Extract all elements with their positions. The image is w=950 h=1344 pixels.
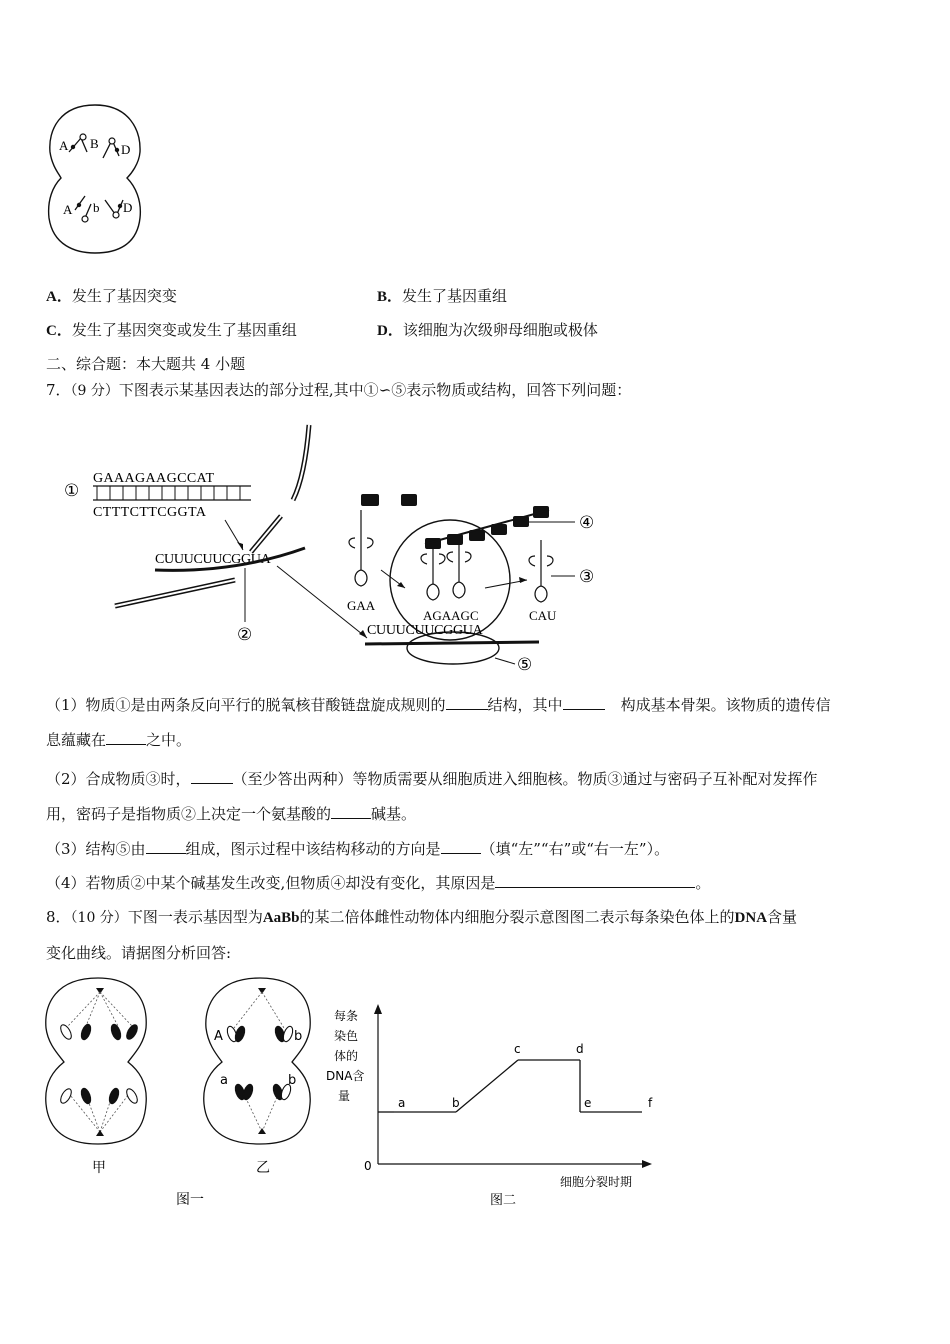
trna-anticodon-3: CAU	[529, 608, 557, 623]
label-B-top: B	[90, 136, 99, 151]
y-label-line-3: 体的	[334, 1049, 359, 1063]
q7-sub1-part-a: （1）物质①是由两条反向平行的脱氧核苷酸链盘旋成规则的	[46, 696, 446, 714]
point-label-b: b	[452, 1096, 460, 1110]
q7-sub3	[46, 832, 906, 867]
y-label-line-1: 每条	[334, 1009, 359, 1023]
blank-1-3[interactable]	[106, 730, 146, 745]
q8-number: 8．	[46, 908, 71, 926]
q7-sub1-part-d: 息蕴藏在	[46, 731, 107, 749]
q8-genotype: AaBb	[262, 910, 300, 926]
blank-4-1[interactable]	[495, 873, 695, 888]
q7-sub2-part-b: （至少答出两种）等物质需要从细胞质进入细胞核。物质③通过与密码子互补配对发挥作	[232, 770, 818, 788]
q7-sub2-part-d: 碱基。	[371, 805, 417, 823]
q8-stem-d: 变化曲线。请据图分析回答:	[46, 944, 232, 962]
cell-yi-label: 乙	[256, 1160, 270, 1176]
option-c-letter: C．	[46, 323, 72, 339]
q7-stem	[46, 380, 631, 401]
mark-2: ②	[237, 625, 253, 644]
y-axis-arrow	[374, 1004, 382, 1014]
q7-sub2-part-c: 用，密码子是指物质②上决定一个氨基酸的	[46, 805, 332, 823]
option-b-text: 发生了基因重组	[402, 287, 508, 305]
point-label-c: c	[514, 1042, 521, 1056]
cell-jia-label: 甲	[92, 1160, 106, 1176]
blank-2-2[interactable]	[331, 804, 371, 819]
q7-stem-text: 下图表示某基因表达的部分过程,其中①∽⑤表示物质或结构，回答下列问题：	[118, 381, 632, 399]
yi-label-b-bottom: b	[288, 1073, 297, 1088]
option-a[interactable]	[46, 286, 177, 307]
cell-outline	[49, 105, 141, 253]
q7-sub3-part-b: 组成，图示过程中该结构移动的方向是	[185, 840, 441, 858]
figure-two-caption: 图二	[490, 1193, 517, 1208]
blank-1-1[interactable]	[446, 695, 488, 710]
yi-label-a: a	[220, 1073, 228, 1088]
label-D-top: D	[121, 142, 131, 157]
curve-segment-b-c	[456, 1060, 518, 1112]
q7-sub3-part-a: （3）结构⑤由	[46, 840, 146, 858]
dna-top-sequence: GAAAGAAGCCAT	[93, 471, 215, 486]
option-c-text: 发生了基因突变或发生了基因重组	[71, 321, 297, 339]
mark-5: ⑤	[517, 655, 533, 674]
blank-2-1[interactable]	[191, 769, 233, 784]
gene-expression-figure	[55, 420, 615, 682]
y-label-line-4: DNA含	[326, 1069, 365, 1083]
blank-3-1[interactable]	[146, 839, 186, 854]
mark-3: ③	[579, 567, 595, 586]
y-label-line-5: 量	[338, 1089, 351, 1103]
yi-label-A: A	[214, 1029, 223, 1044]
option-d-letter: D．	[377, 323, 403, 339]
option-a-letter: A．	[46, 289, 72, 305]
q7-sub1	[46, 688, 906, 758]
point-label-f: f	[648, 1096, 653, 1110]
mark-1: ①	[64, 481, 80, 500]
mark-4: ④	[579, 513, 595, 532]
trna-anticodon-2: AGAAGC	[423, 608, 479, 623]
dna-bottom-sequence: CTTTCTTCGGTA	[93, 505, 207, 520]
q8-stem	[46, 900, 906, 971]
figure-two-chart	[320, 1000, 670, 1212]
option-d-text: 该细胞为次级卵母细胞或极体	[402, 321, 598, 339]
mrna-right-sequence: CUUUCUUCGGUA	[367, 623, 483, 638]
q8-stem-a: 下图一表示基因型为	[127, 908, 263, 926]
y-label-line-2: 染色	[334, 1029, 359, 1043]
q7-sub2	[46, 762, 906, 832]
option-a-text: 发生了基因突变	[71, 287, 177, 305]
label-D-bottom: D	[123, 200, 133, 215]
cell-yi-outline	[204, 978, 310, 1144]
figure-one	[40, 972, 330, 1212]
q8-score: （10 分）	[70, 910, 128, 926]
cell-jia-outline	[46, 978, 147, 1144]
yi-label-b-top: b	[294, 1029, 303, 1044]
option-b-letter: B．	[377, 289, 403, 305]
q8-stem-b: 的某二倍体雌性动物体内细胞分裂示意图图二表示每条染色体上的	[299, 908, 735, 926]
blank-1-2[interactable]	[563, 695, 605, 710]
label-b-bottom: b	[93, 200, 100, 215]
trna-anticodon-1: GAA	[347, 598, 376, 613]
label-A-top: A	[59, 138, 69, 153]
origin-label: 0	[364, 1159, 372, 1173]
point-label-e: e	[584, 1096, 592, 1110]
q8-dna: DNA	[734, 910, 768, 926]
q7-sub3-part-c: （填“左”“右”或“右一左”）。	[480, 840, 670, 858]
q7-sub4-part-b: 。	[695, 874, 711, 892]
q7-score: （9 分）	[70, 383, 119, 399]
q8-stem-c: 含量	[767, 908, 798, 926]
q7-sub4	[46, 866, 906, 901]
label-A-bottom: A	[63, 202, 73, 217]
figure-one-caption: 图一	[176, 1192, 204, 1208]
q7-sub2-part-a: （2）合成物质③时，	[46, 770, 191, 788]
option-d[interactable]	[377, 320, 598, 341]
point-label-d: d	[576, 1042, 584, 1056]
q7-number: 7．	[46, 381, 71, 399]
x-axis-label: 细胞分裂时期	[560, 1175, 633, 1189]
q7-sub4-part-a: （4）若物质②中某个碱基发生改变,但物质④却没有变化，其原因是	[46, 874, 496, 892]
mrna-left-sequence: CUUUCUUCGGUA	[155, 552, 271, 567]
section-2-title: 二、综合题：本大题共 4 小题	[46, 355, 246, 373]
q7-sub1-part-b: 结构，其中	[487, 696, 563, 714]
point-label-a: a	[398, 1096, 406, 1110]
x-axis-arrow	[642, 1160, 652, 1168]
q7-sub1-part-c: 构成基本骨架。该物质的遗传信	[620, 696, 831, 714]
blank-3-2[interactable]	[441, 839, 481, 854]
q7-sub1-part-e: 之中。	[146, 731, 192, 749]
option-b[interactable]	[377, 286, 507, 307]
top-cell-figure	[45, 100, 145, 260]
option-c[interactable]	[46, 320, 297, 341]
